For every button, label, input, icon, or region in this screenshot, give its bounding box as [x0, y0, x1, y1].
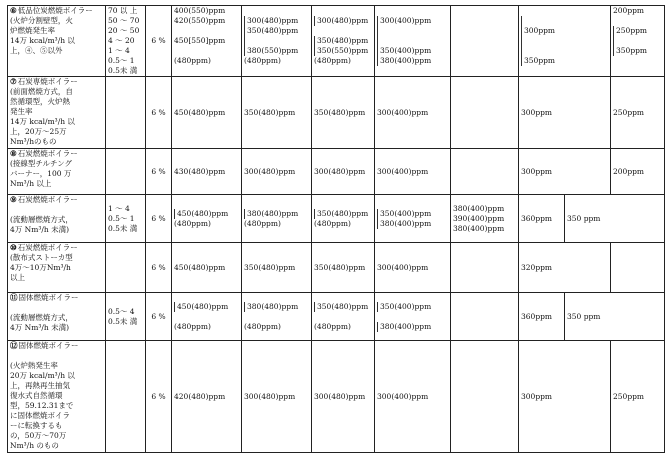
limit-cell: 450(480)ppm (480ppm) — [172, 293, 242, 341]
limit-cell: 380(480)ppm (480ppm) — [242, 293, 312, 341]
limit-cell: 450(480)ppm (480ppm) — [172, 195, 242, 243]
limit-cell: 350(400)ppm 380(400)ppm — [375, 293, 451, 341]
table-row — [8, 149, 665, 195]
row-number: ⑫ — [10, 341, 18, 350]
empty-cell — [106, 77, 146, 149]
limit-cell: 360ppm — [519, 293, 565, 341]
row-number: ⑧ — [10, 149, 17, 158]
row-number: ⑥ — [10, 6, 17, 15]
limit-cell: 350(480)ppm — [242, 77, 312, 149]
limit-cell: 360ppm — [519, 195, 565, 243]
limit-cell: 300ppm — [519, 149, 611, 195]
limit-cell: 300(480)ppm — [242, 341, 312, 453]
limit-cell: 450(480)ppm — [172, 77, 242, 149]
facility-description: ⑦石炭専焼ボイラー (前面燃焼方式，自 然循環型，火炉熱 発生率 14万 kcal/m³/h 以 上，20万～25万 Nm³/hのもの — [8, 77, 106, 149]
empty-cell — [106, 341, 146, 453]
facility-description: ⑨石炭燃焼ボイラー (流動層燃焼方式， 4万 Nm³/h 未満) — [8, 195, 106, 243]
oxygen-percent: 6 % — [146, 6, 172, 77]
limit-cell: 430(480)ppm — [172, 149, 242, 195]
limit-cell: 300(400)ppm — [375, 149, 451, 195]
table-row — [8, 77, 665, 149]
oxygen-percent: 6 % — [146, 293, 172, 341]
oxygen-percent: 6 % — [146, 195, 172, 243]
limit-cell: 300ppm — [519, 341, 611, 453]
limit-cell: 450(480)ppm — [172, 243, 242, 293]
table-row — [8, 243, 665, 293]
limit-cell: 350(480)ppm — [242, 243, 312, 293]
empty-cell — [451, 293, 519, 341]
empty-cell — [451, 6, 519, 77]
empty-cell — [451, 77, 519, 149]
empty-cell — [106, 243, 146, 293]
empty-cell — [451, 341, 519, 453]
limit-cell: 300(400)ppm — [375, 77, 451, 149]
limit-cell: 300(400)ppm — [375, 341, 451, 453]
limit-cell: 300ppm — [519, 77, 611, 149]
row-number: ⑪ — [10, 293, 18, 302]
limit-cell: 250ppm — [611, 77, 665, 149]
facility-description: ⑫固体燃焼ボイラー (火炉熱発生率 20万 kcal/m³/h 以 上，再熱再生抽気 復水式自然循環 型，59.12.31まで に固体燃焼ボイラ ーに転換するも の，50万～70万 Nm³/h のもの — [8, 341, 106, 453]
scale-cell: 0.5～ 4 0.5未 満 — [106, 293, 146, 341]
table-row — [8, 6, 665, 77]
facility-description: ⑪固体燃焼ボイラー (流動層燃焼方式， 4万 Nm³/h 未満) — [8, 293, 106, 341]
limit-cell: 300(400)ppm 350(400)ppm 380(400)ppm — [375, 6, 451, 77]
limit-cell: 380(480)ppm (480ppm) — [242, 195, 312, 243]
limit-cell: 400(550)ppm 420(550)ppm 450[550]ppm (480ppm) — [172, 6, 242, 77]
limit-cell: 350(480)ppm (480ppm) — [312, 293, 375, 341]
limit-cell: 350 ppm — [565, 293, 665, 341]
table-row — [8, 293, 665, 341]
limit-cell: 300ppm 350ppm — [519, 6, 611, 77]
limit-cell: 300(480)ppm 350(480)ppm 380(550)ppm (480ppm) — [242, 6, 312, 77]
limit-cell: 420(480)ppm — [172, 341, 242, 453]
emission-standards-table — [7, 5, 665, 453]
limit-cell: 200ppm — [611, 149, 665, 195]
limit-cell: 200ppm 250ppm 350ppm — [611, 6, 665, 77]
limit-cell: 300(480)ppm 350(480)ppm 350(550)ppm (480ppm) — [312, 6, 375, 77]
limit-cell: 350(480)ppm (480ppm) — [312, 195, 375, 243]
table-row — [8, 341, 665, 453]
limit-cell: 320ppm — [519, 243, 611, 293]
table-body — [8, 6, 665, 453]
oxygen-percent: 6 % — [146, 243, 172, 293]
oxygen-percent: 6 % — [146, 341, 172, 453]
empty-cell — [611, 243, 665, 293]
limit-cell: 300(400)ppm — [375, 243, 451, 293]
limit-cell: 380(400)ppm 390(400)ppm 380(400)ppm — [451, 195, 519, 243]
limit-cell: 300(480)ppm — [312, 341, 375, 453]
limit-cell: 300(480)ppm — [242, 149, 312, 195]
empty-cell — [106, 149, 146, 195]
limit-cell: 300(480)ppm — [312, 149, 375, 195]
limit-cell: 350(480)ppm — [312, 243, 375, 293]
row-number: ⑨ — [10, 195, 17, 204]
empty-cell — [451, 243, 519, 293]
row-number: ⑩ — [10, 243, 17, 252]
facility-description: ⑧石炭燃焼ボイラー (接線型チルチング バーナー，100 万 Nm³/h 以上 — [8, 149, 106, 195]
limit-cell: 350(480)ppm — [312, 77, 375, 149]
empty-cell — [451, 149, 519, 195]
scale-cell: 70 以 上 50 ～ 70 20 ～ 50 4 ～ 20 1 ～ 4 0.5～ 1 0.5未 満 — [106, 6, 146, 77]
limit-cell: 350 ppm — [565, 195, 665, 243]
scale-cell: 1 ～ 4 0.5～ 1 0.5未 満 — [106, 195, 146, 243]
oxygen-percent: 6 % — [146, 77, 172, 149]
row-number: ⑦ — [10, 77, 17, 86]
limit-cell: 350(400)ppm 380(400)ppm — [375, 195, 451, 243]
facility-description: ⑩石炭燃焼ボイラー (散布式ストーカ型 4万～10万Nm³/h 以上 — [8, 243, 106, 293]
table-row — [8, 195, 665, 243]
facility-description: ⑥低品位炭燃焼ボイラー (火炉分割壁型，火 炉燃焼発生率 14万 kcal/m³/h 以 上，④、⑤以外 — [8, 6, 106, 77]
limit-cell: 250ppm — [611, 341, 665, 453]
oxygen-percent: 6 % — [146, 149, 172, 195]
